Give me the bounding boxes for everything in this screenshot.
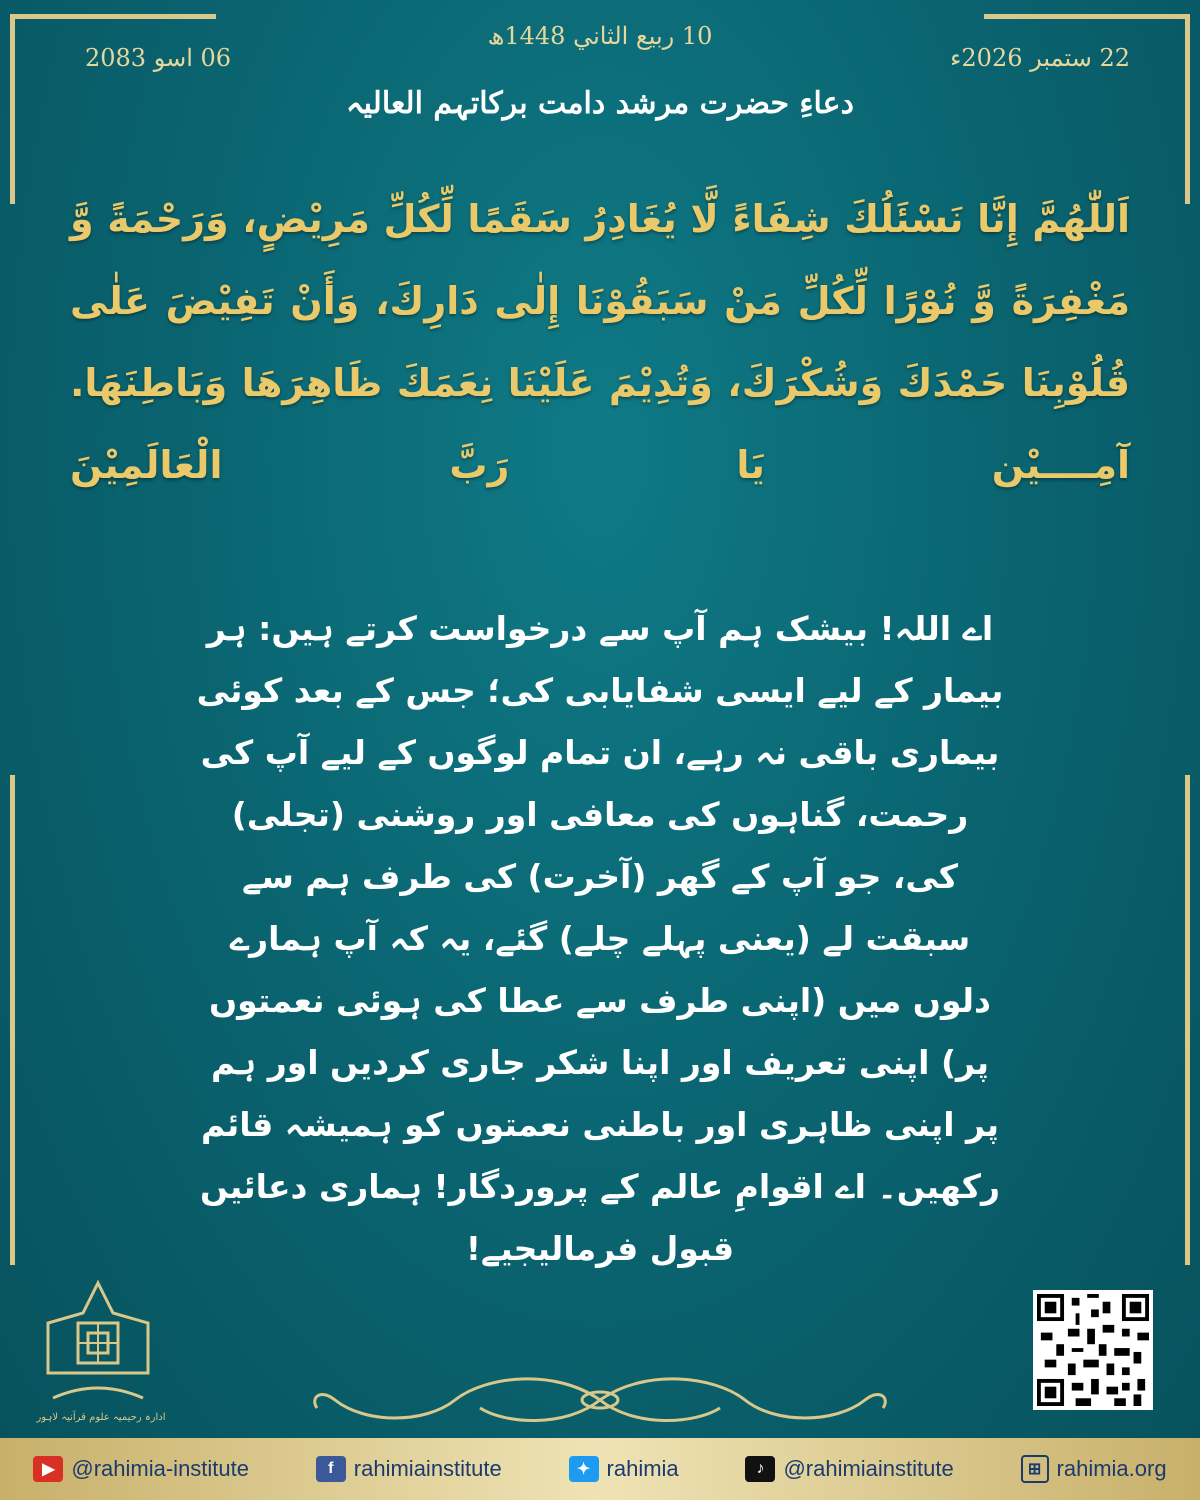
frame-top-left-horizontal: [10, 14, 216, 19]
twitter-handle: rahimia: [606, 1456, 679, 1481]
rahimia-logo-icon: [38, 1278, 158, 1428]
frame-left-side: [10, 775, 15, 1265]
dua-title: دعاءِ حضرت مرشد دامت برکاتہم العالیہ: [346, 86, 854, 121]
hijri-date: 10 ربیع الثاني 1448ھ: [487, 22, 713, 50]
facebook-icon: f: [316, 1456, 346, 1482]
youtube-link[interactable]: [33, 1456, 249, 1482]
logo-caption: ادارہ رحیمیہ علوم قرآنیہ لاہور: [36, 1412, 166, 1423]
facebook-link[interactable]: [316, 1456, 502, 1482]
decorative-flourish: [305, 1368, 895, 1432]
tiktok-link[interactable]: [745, 1456, 953, 1482]
bikrami-date: 06 اسو 2083: [85, 44, 232, 72]
website-link[interactable]: [1021, 1455, 1167, 1483]
website-url: rahimia.org: [1056, 1456, 1167, 1481]
gregorian-date: 22 ستمبر 2026ء: [950, 44, 1130, 72]
youtube-handle: @rahimia-institute: [71, 1456, 250, 1481]
youtube-icon: ▶: [33, 1456, 63, 1482]
arabic-dua-text: اَللّٰھُمَّ إِنَّا نَسْئَلُكَ شِفَاءً لَّا يُغَادِرُ سَقَمًا لِّكُلِّ مَرِيْضٍ، وَرَحْمَةً وَّ مَغْفِرَةً وَّ نُوْرًا لِّكُلِّ مَنْ سَبَقُوْنَا إِلٰى دَارِكَ، وَأَنْ تَفِيْضَ عَلٰى قُلُوْبِنَا حَمْدَكَ وَشُكْرَكَ، وَتُدِيْمَ عَلَيْنَا نِعَمَكَ ظَاهِرَهَا وَبَاطِنَهَا. آمِــــيْن يَا رَبَّ الْعَالَمِيْنَ: [70, 197, 1130, 487]
twitter-icon: ✦: [569, 1456, 599, 1482]
tiktok-icon: ♪: [745, 1456, 775, 1482]
qr-code-icon[interactable]: [1033, 1290, 1153, 1410]
frame-top-right-horizontal: [984, 14, 1190, 19]
frame-right-side: [1185, 775, 1190, 1265]
web-qr-icon: ⊞: [1021, 1455, 1049, 1483]
urdu-translation-text: اے اللہ! بیشک ہم آپ سے درخواست کرتے ہیں: ہر بیمار کے لیے ایسی شفایابی کی؛ جس کے بعد کوئی بیماری باقی نہ رہے، ان تمام لوگوں کے لیے آپ کی رحمت، گناہوں کی معافی اور روشنی (تجلی) کی، جو آپ کے گھر (آخرت) کی طرف ہم سے سبقت لے (یعنی پہلے چلے) گئے، یہ کہ آپ ہمارے دلوں میں (اپنی طرف سے عطا کی ہوئی نعمتوں پر) اپنی تعریف اور اپنا شکر جاری کردیں اور ہم پر اپنی ظاہری اور باطنی نعمتوں کو ہمیشہ قائم رکھیں۔ اے اقوامِ عالم کے پروردگار! ہماری دعائیں قبول فرمالیجیے!: [196, 609, 1004, 1268]
twitter-link[interactable]: [569, 1456, 679, 1482]
social-footer: [0, 1438, 1200, 1500]
facebook-handle: rahimiainstitute: [353, 1456, 502, 1481]
tiktok-handle: @rahimiainstitute: [783, 1456, 954, 1481]
